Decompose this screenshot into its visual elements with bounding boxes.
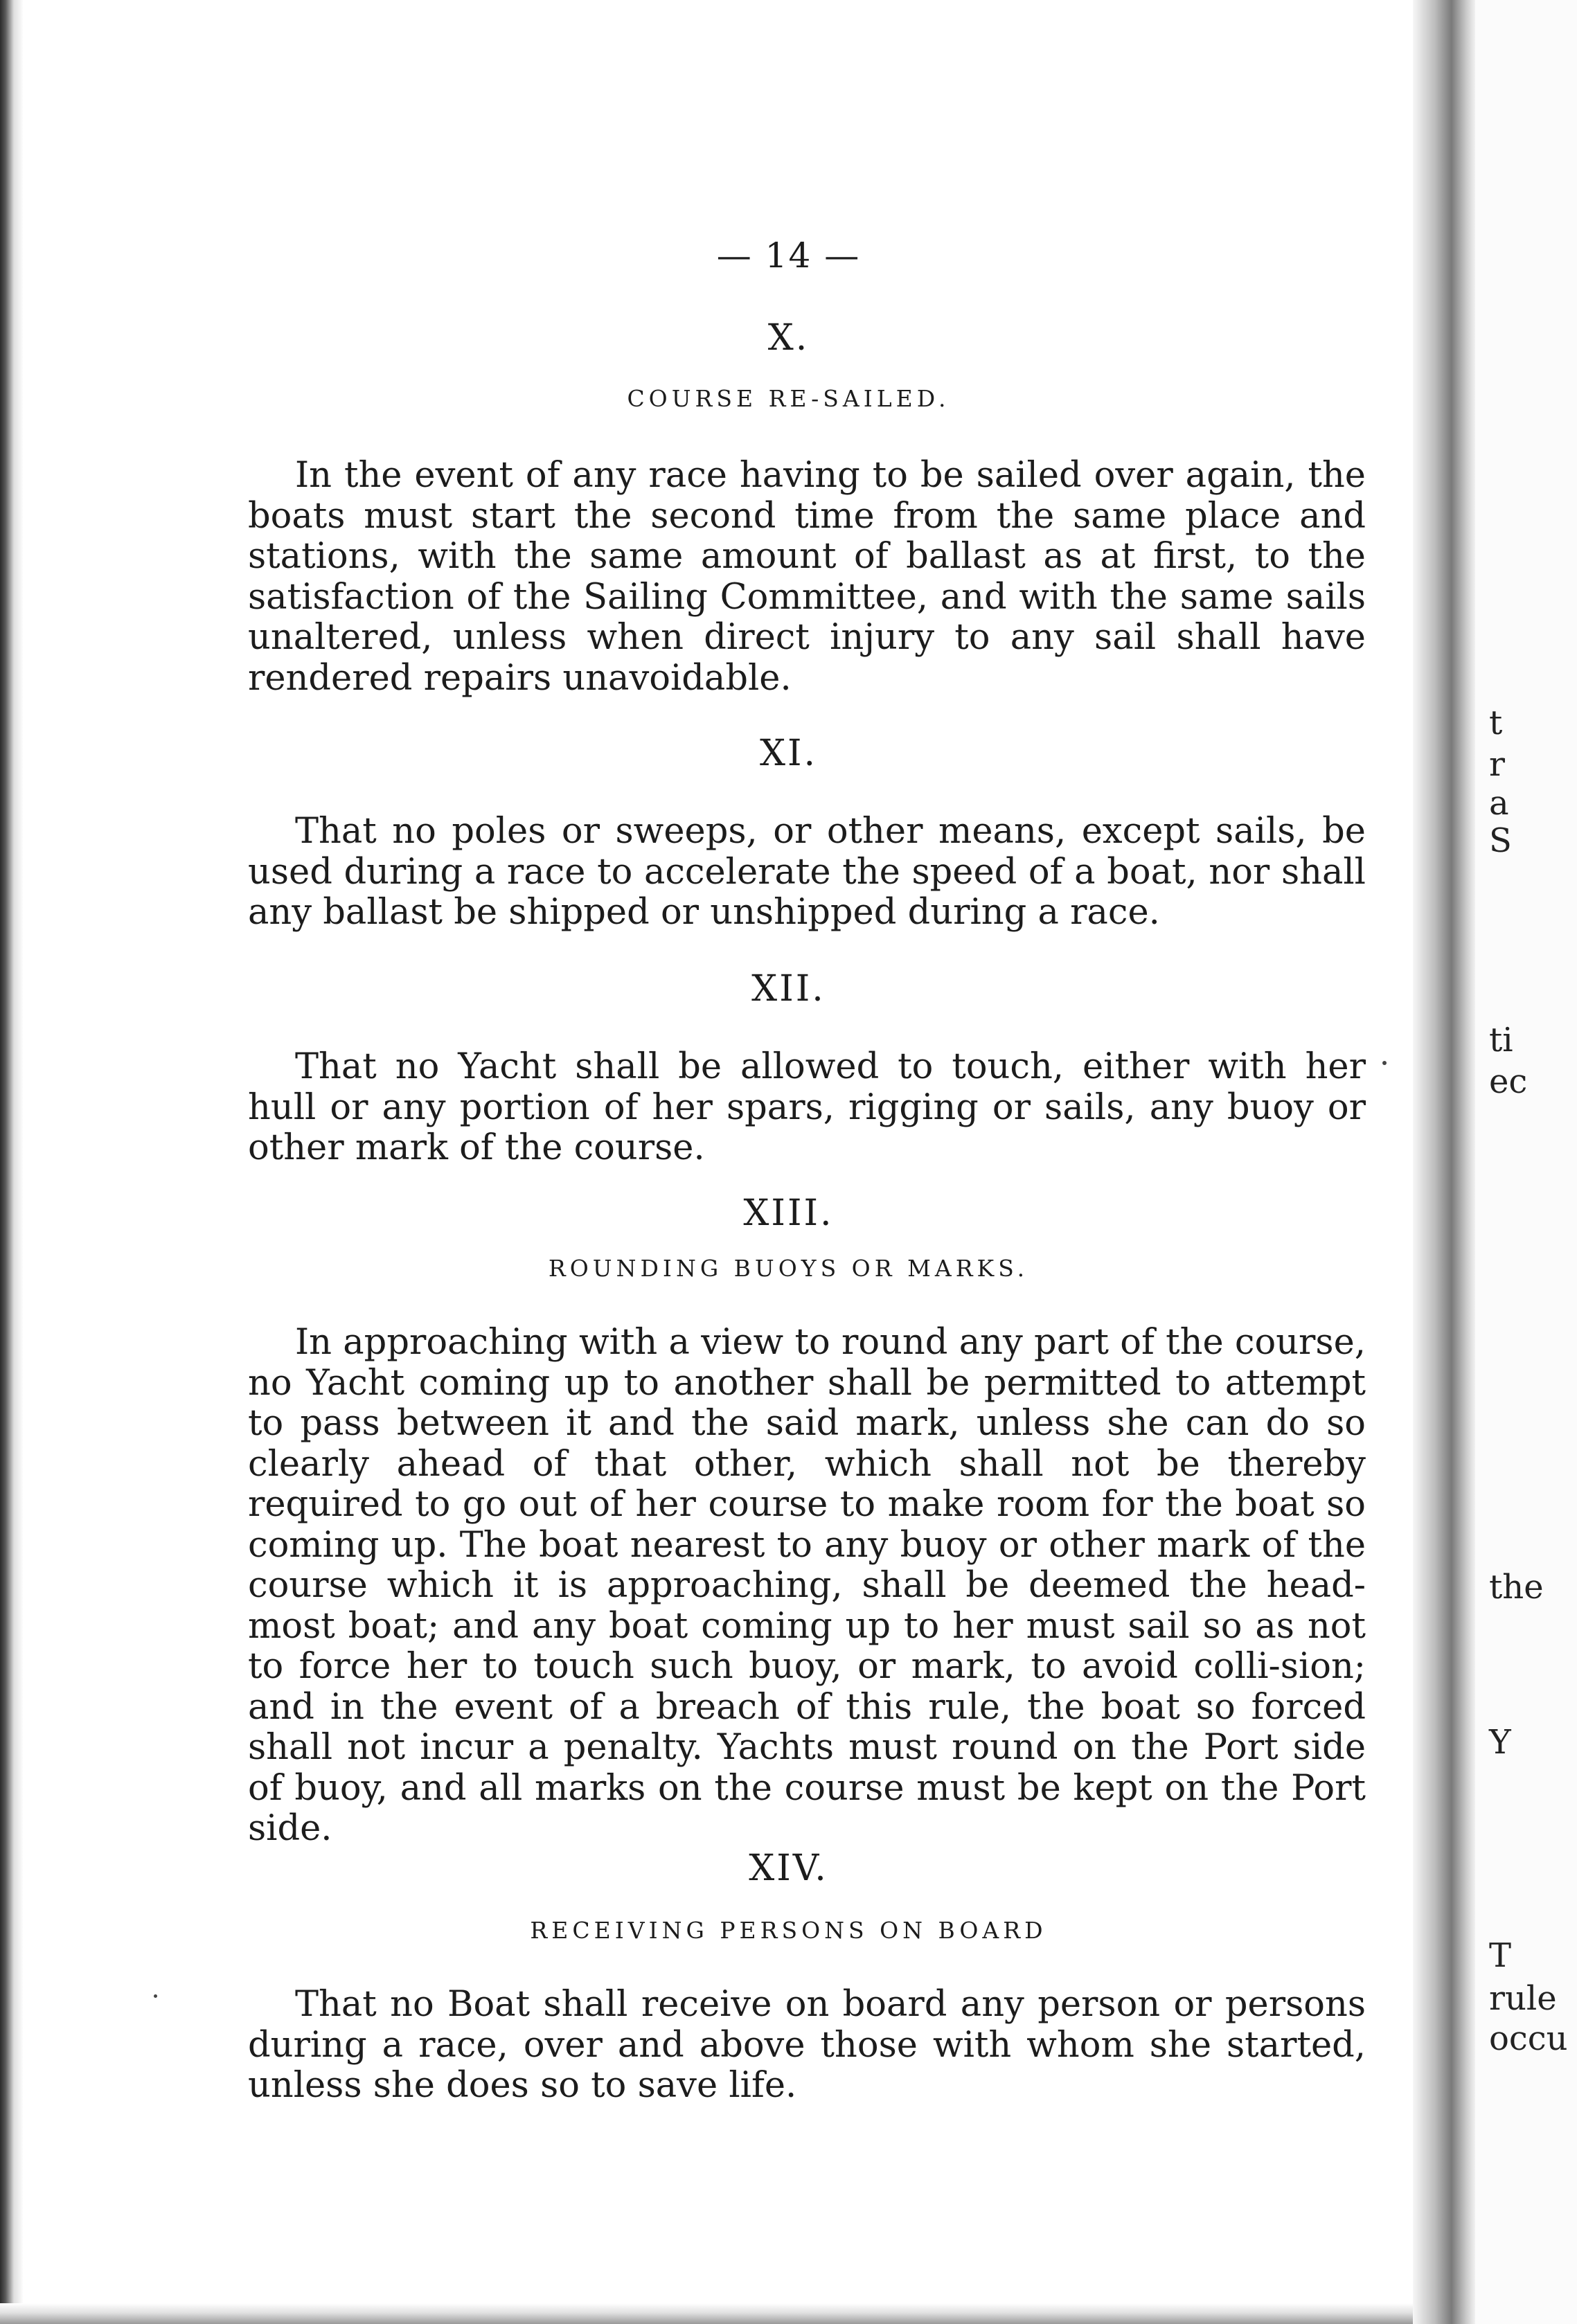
facing-page-fragment: t (1489, 704, 1503, 742)
section-xii-numeral: XII. (751, 968, 826, 1010)
section-xi-numeral: XI. (759, 733, 818, 774)
facing-page-fragment: ti (1489, 1021, 1513, 1060)
facing-page-fragment: Y (1489, 1723, 1511, 1762)
section-x-text: In the event of any race having to be sailed over again, the boats must start the second time from the same place and stations, with the same amount of ballast as at first, to the satisfaction of the Sailing Committee, and with the same sails unaltered, unless when direct injury to any sail shall have rendered repairs unavoidable. (248, 455, 1366, 699)
section-xiv-text: That no Boat shall receive on board any person or persons during a race, over and above those with whom she started, unless she does so to save life. (248, 1984, 1366, 2106)
page-bottom-edge (0, 2303, 1577, 2324)
section-xii-text: That no Yacht shall be allowed to touch, either with her hull or any portion of her spars, rigging or sails, any buoy or other mark of the course. (248, 1046, 1366, 1168)
section-x-numeral: X. (767, 317, 810, 359)
section-xiii-title: ROUNDING BUOYS OR MARKS. (548, 1255, 1029, 1282)
section-xiii-numeral: XIII. (743, 1192, 834, 1234)
section-xi-text: That no poles or sweeps, or other means, except sails, be used during a race to accelerate the speed of a boat, nor shall any ballast be shipped or unshipped during a race. (248, 811, 1366, 933)
facing-page-fragment: S (1489, 821, 1512, 860)
facing-page-fragment: a (1489, 784, 1509, 823)
facing-page-fragment: the (1489, 1568, 1544, 1607)
page-number: — 14 — (716, 235, 861, 276)
facing-page-fragment: ec (1489, 1062, 1528, 1101)
facing-page-fragment: occu (1489, 2019, 1568, 2058)
facing-page-fragment: r (1489, 745, 1505, 784)
section-xiv-title: RECEIVING PERSONS ON BOARD (530, 1917, 1047, 1944)
section-x-title: COURSE RE-SAILED. (627, 385, 950, 412)
scan-speck (154, 1994, 157, 1998)
section-xiii-text: In approaching with a view to round any part of the course, no Yacht coming up to another shall be permitted to attempt to pass between it and the said mark, unless she can do so clearly ahead of that other, which shall not be thereby required to go out of her course to make room for the boat so coming up. The boat nearest to any buoy or other mark of the course which it is approaching, shall be deemed the head-most boat; and any boat coming up to her must sail so as not to force her to touch such buoy, or mark, to avoid colli-sion; and in the event of a breach of this rule, the boat so forced shall not incur a penalty. Yachts must round on the Port side of buoy, and all marks on the course must be kept on the Port side. (248, 1322, 1366, 1849)
scan-speck (1382, 1061, 1387, 1065)
section-xiv-numeral: XIV. (749, 1848, 828, 1889)
facing-page-fragment: rule (1489, 1979, 1557, 2018)
facing-page-fragment: T (1489, 1936, 1512, 1975)
